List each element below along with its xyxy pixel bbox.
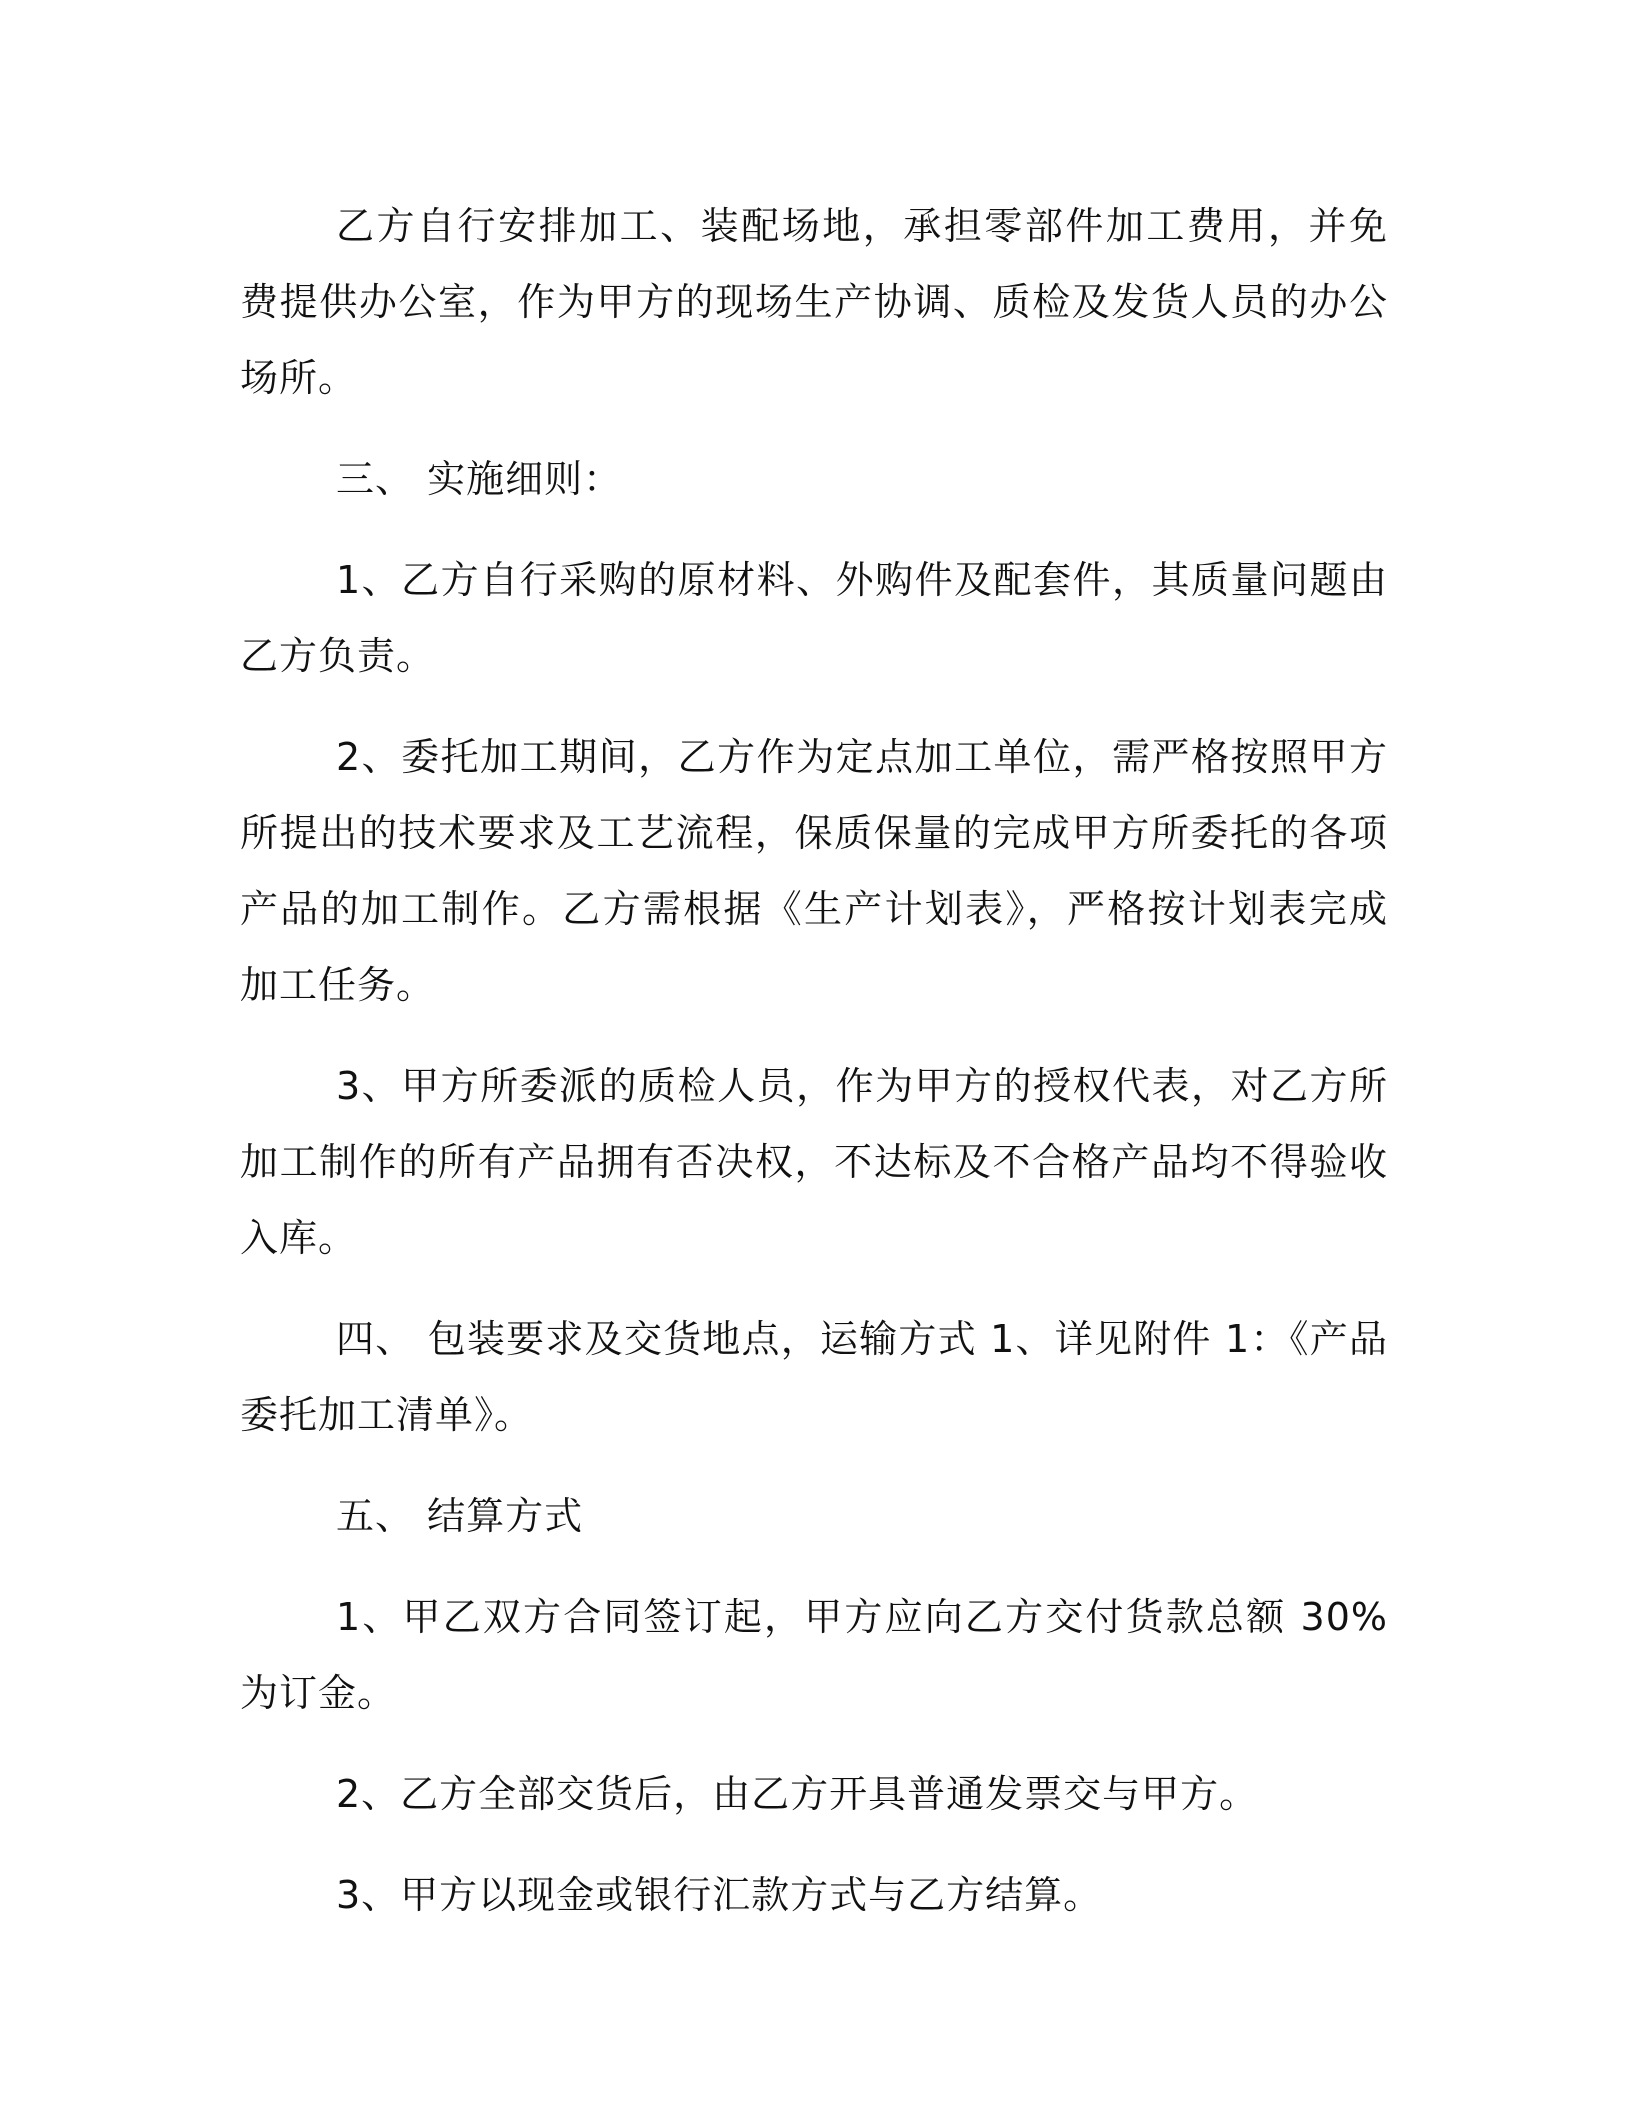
section-heading-implementation-rules: 三、 实施细则：	[336, 457, 623, 501]
document-body	[240, 188, 1388, 1958]
paragraph-settlement-1: 1、甲乙双方合同签订起，甲方应向乙方交付货款总额 30%为订金。	[240, 1595, 1388, 1715]
paragraph-rule-3: 3、甲方所委派的质检人员，作为甲方的授权代表，对乙方所加工制作的所有产品拥有否决权，不达标及不合格产品均不得验收入库。	[240, 1064, 1388, 1260]
section-heading-packaging-delivery: 四、 包装要求及交货地点，运输方式 1、详见附件 1：《产品委托加工清单》。	[240, 1317, 1388, 1437]
paragraph-settlement-3: 3、甲方以现金或银行汇款方式与乙方结算。	[336, 1873, 1103, 1917]
paragraph-rule-2: 2、委托加工期间，乙方作为定点加工单位，需严格按照甲方所提出的技术要求及工艺流程，保质保量的完成甲方所委托的各项产品的加工制作。乙方需根据《生产计划表》，严格按计划表完成加工任务。	[240, 735, 1388, 1007]
paragraph-settlement-2: 2、乙方全部交货后，由乙方开具普通发票交与甲方。	[336, 1772, 1259, 1816]
section-heading-settlement: 五、 结算方式	[336, 1494, 584, 1538]
paragraph-site-and-office: 乙方自行安排加工、装配场地，承担零部件加工费用，并免费提供办公室，作为甲方的现场生产协调、质检及发货人员的办公场所。	[240, 204, 1388, 400]
paragraph-rule-1: 1、乙方自行采购的原材料、外购件及配套件，其质量问题由乙方负责。	[240, 558, 1388, 678]
